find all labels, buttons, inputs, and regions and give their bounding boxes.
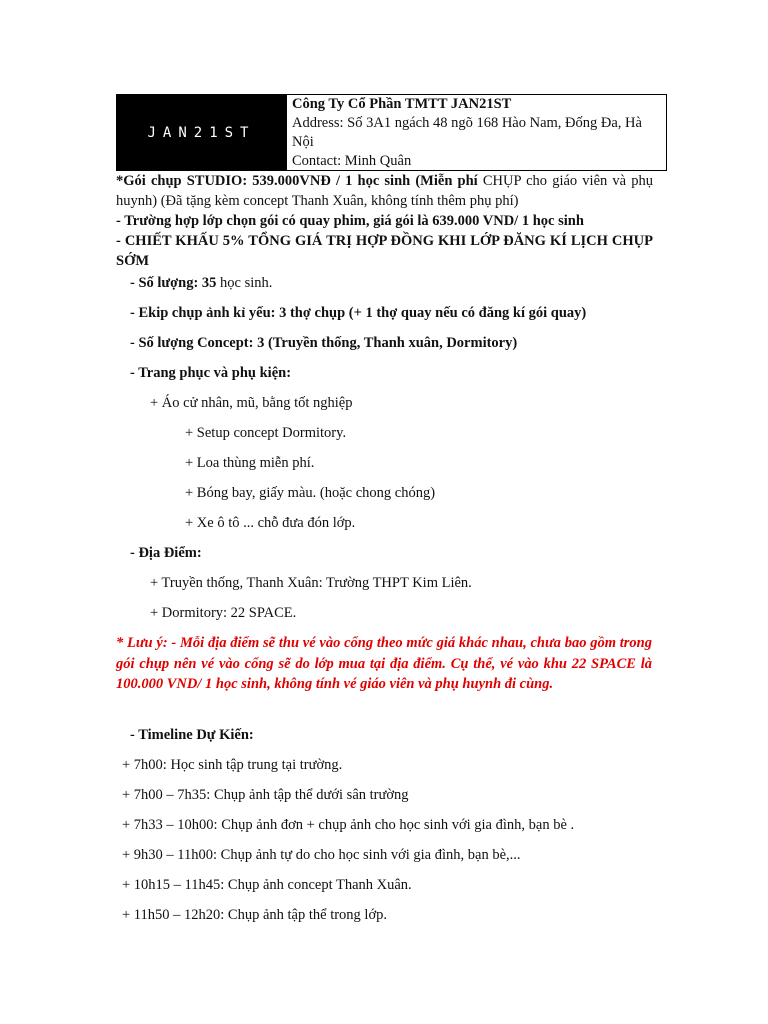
costume-item: + Setup concept Dormitory. bbox=[185, 425, 347, 441]
company-contact: Contact: Minh Quân bbox=[292, 153, 412, 169]
costume-item: + Loa thùng miễn phí. bbox=[185, 455, 315, 471]
concepts-line: - Số lượng Concept: 3 (Truyền thống, Thanh xuân, Dormitory) bbox=[130, 335, 518, 351]
package-title-rest: CHỤP cho giáo viên và phụ huynh) (Đã tặng kèm concept Thanh Xuân, không tính thêm phụ phí) bbox=[116, 173, 653, 209]
video-option: - Trường hợp lớp chọn gói có quay phim, giá gói là 639.000 VND/ 1 học sinh bbox=[116, 213, 584, 229]
location-title: - Địa Điểm: bbox=[130, 545, 202, 561]
costume-item: + Bóng bay, giấy màu. (hoặc chong chóng) bbox=[185, 485, 436, 501]
costume-item: + Xe ô tô ... chỗ đưa đón lớp. bbox=[185, 515, 356, 531]
timeline-item: + 7h00 – 7h35: Chụp ảnh tập thể dưới sân trường bbox=[122, 787, 409, 803]
timeline-item: + 7h00: Học sinh tập trung tại trường. bbox=[122, 757, 343, 773]
timeline-item: + 10h15 – 11h45: Chụp ảnh concept Thanh Xuân. bbox=[122, 877, 412, 893]
location-item: + Dormitory: 22 SPACE. bbox=[150, 605, 297, 621]
quantity-line bbox=[130, 273, 272, 293]
crew-line: - Ekip chụp ảnh kỉ yếu: 3 thợ chụp (+ 1 thợ quay nếu có đăng kí gói quay) bbox=[130, 305, 587, 321]
location-item: + Truyền thống, Thanh Xuân: Trường THPT Kim Liên. bbox=[150, 575, 472, 591]
company-address: Address: Số 3A1 ngách 48 ngõ 168 Hào Nam, Đống Đa, Hà Nội bbox=[292, 115, 642, 150]
timeline-title: - Timeline Dự Kiến: bbox=[130, 727, 254, 743]
company-name: Công Ty Cổ Phần TMTT JAN21ST bbox=[292, 96, 512, 112]
logo-text: JAN21ST bbox=[147, 124, 256, 141]
package-intro bbox=[116, 171, 653, 271]
header-table bbox=[116, 94, 667, 171]
note-warning: * Lưu ý: - Mỗi địa điểm sẽ thu vé vào cổng theo mức giá khác nhau, chưa bao gồm trong gói chụp nên vé vào cổng sẽ do lớp mua tại địa điểm. Cụ thể, vé vào khu 22 SPACE là 100.000 VND/ 1 học sinh, không tính vé giáo viên và phụ huynh đi cùng. bbox=[116, 635, 652, 692]
timeline-item: + 7h33 – 10h00: Chụp ảnh đơn + chụp ảnh cho học sinh với gia đình, bạn bè . bbox=[122, 817, 575, 833]
costume-item: + Áo cử nhân, mũ, bằng tốt nghiệp bbox=[150, 395, 353, 411]
timeline-item: + 9h30 – 11h00: Chụp ảnh tự do cho học sinh với gia đình, bạn bè,... bbox=[122, 847, 521, 863]
package-title-bold: *Gói chụp STUDIO: 539.000VNĐ / 1 học sinh (Miễn phí bbox=[116, 173, 478, 189]
timeline-item: + 11h50 – 12h20: Chụp ảnh tập thể trong lớp. bbox=[122, 907, 388, 923]
costume-title: - Trang phục và phụ kiện: bbox=[130, 365, 292, 381]
logo bbox=[117, 95, 287, 170]
discount-notice: - CHIẾT KHẤU 5% TỔNG GIÁ TRỊ HỢP ĐỒNG KHI LỚP ĐĂNG KÍ LỊCH CHỤP SỚM bbox=[116, 233, 653, 269]
quantity-rest: học sinh. bbox=[216, 275, 273, 291]
quantity-label: - Số lượng: 35 bbox=[130, 275, 217, 291]
company-info bbox=[287, 95, 666, 170]
package-title bbox=[116, 171, 653, 211]
